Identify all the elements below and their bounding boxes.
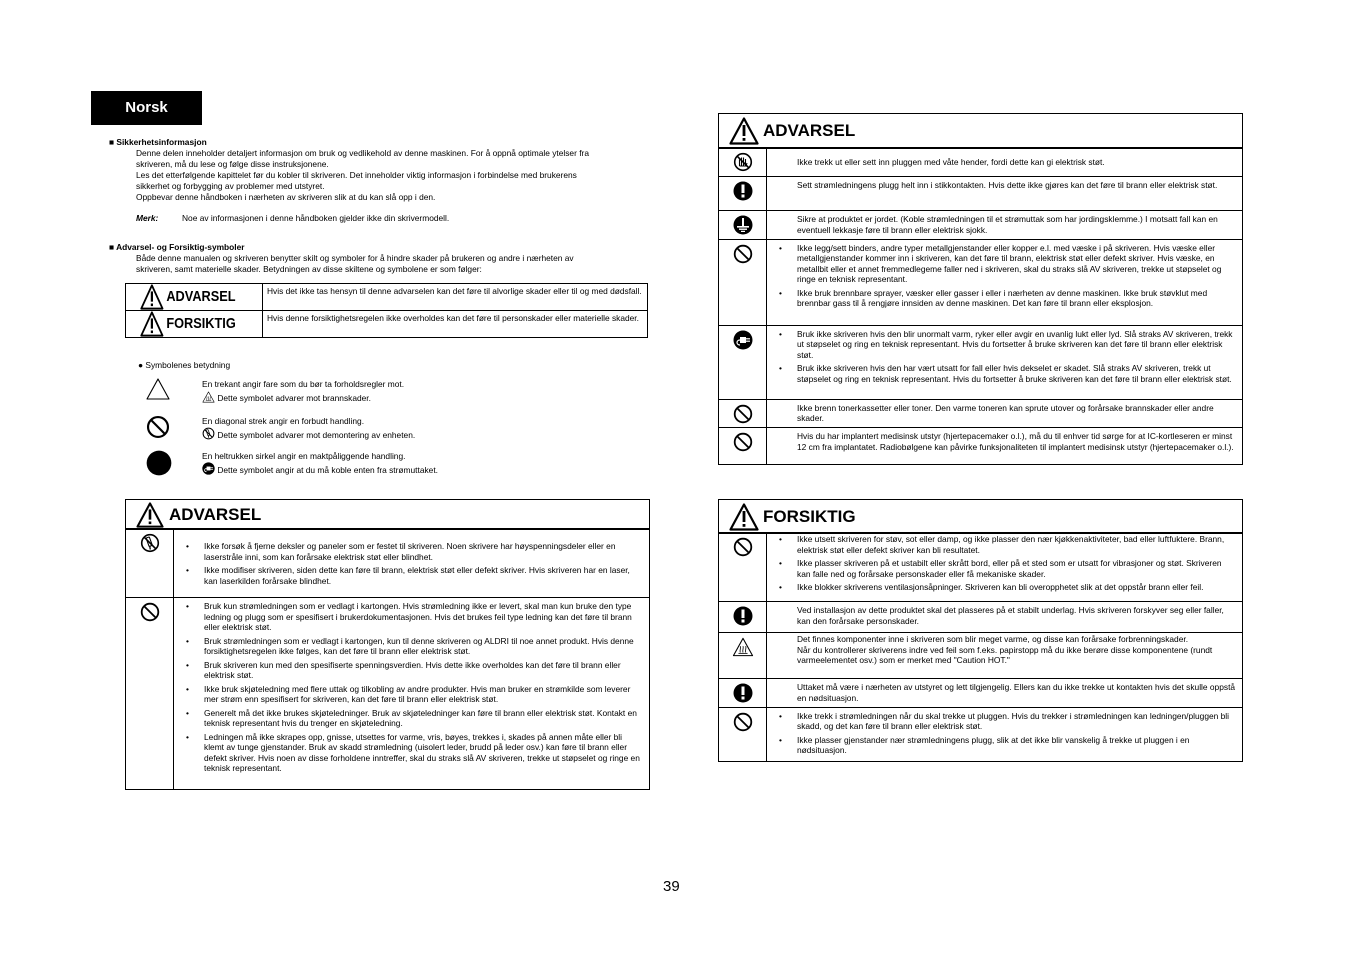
triangle-outline-icon <box>146 378 170 400</box>
list-item: • Ikke bruk skjøteledning med flere uttak og tilkobling av andre produkter. Hvis man bruker en strømkilde som leverer mer strøm enn spesifisert for skriveren, kan det føre til brann eller elektrisk støt. <box>204 684 643 705</box>
list-item: • Ikke modifiser skriveren, siden dette kan føre til brann, elektrisk støt eller defekt skriver. Hvis skriveren har en laser, kan laserkilden forårsake blindhet. <box>204 565 643 586</box>
hot-surface-icon <box>202 391 215 403</box>
row-text: Ved installasjon av dette produktet skal det plasseres på et stabilt underlag. Hvis skriveren forskyver seg eller faller, kan den forårsake personskader. <box>797 605 1224 626</box>
symbol-meaning-title: ● Symbolenes betydning <box>138 360 231 370</box>
left-warning-title: ADVARSEL <box>169 504 262 524</box>
table-row <box>126 598 650 790</box>
unplug-icon <box>202 462 215 475</box>
signal-word-legend <box>125 283 648 338</box>
table-row <box>719 533 1243 602</box>
prohibited-icon <box>146 415 170 439</box>
symbols-intro: Både denne manualen og skriveren benytter skilt og symboler for å hindre skader på brukeren og andre i nærheten av skriveren, samt materielle skader. Betydningen av disse skiltene og symbolene er som følger: <box>136 253 574 274</box>
list-item: • Ikke plasser skriveren på et ustabilt eller skrått bord, eller på et sted som er utsatt for vibrasjoner og støt. Skriveren kan falle ned og forårsake personskader eller få mekaniske skader. <box>797 558 1236 579</box>
row-text: Ikke brenn tonerkassetter eller toner. Den varme toneren kan sprute utover og forårsake brannskader eller andre skader. <box>797 402 1214 423</box>
list-item: • Ledningen må ikke skrapes opp, gnisse, utsettes for varme, vris, bøyes, trekkes i, skades på annen måte eller bli klemt av tunge gjenstander. Bruk av skadd strømledning (uisolert leder, brudd på leder osv.) kan føre til brann eller defekt skriver. Hvis noen av disse forholdene inntreffer, skal du straks slå AV skriveren, trekke ut støpselet og ringe en teknisk representant. <box>204 732 643 774</box>
right-caution-header <box>718 499 1243 534</box>
right-warning-table <box>718 147 1243 465</box>
meaning-text: En diagonal strek angir en forbudt handling. <box>202 416 365 426</box>
ground-icon <box>733 215 753 235</box>
prohibited-icon <box>733 432 753 452</box>
list-item: • Bruk ikke skriveren hvis den har vært utsatt for fall eller hvis dekselet er skadet. Slå straks AV skriveren, trekk ut støpselet og ring en teknisk representant. Hvis du fortsetter å bruke skriveren kan det føre til brann eller elektrisk støt. <box>797 363 1236 384</box>
warning-triangle-icon <box>140 311 164 337</box>
table-row <box>719 679 1243 708</box>
table-row <box>719 707 1243 761</box>
left-warning-table <box>125 528 650 790</box>
meaning-subtext: Dette symbolet advarer mot brannskader. <box>217 393 371 403</box>
list-item: • Ikke forsøk å fjerne deksler og paneler som er festet til skriveren. Noen skrivere har høyspenningsdeler eller en laserstråle inni, som kan forårsake elektrisk støt eller blindhet. <box>204 541 643 562</box>
table-row <box>719 148 1243 177</box>
meaning-subtext: Dette symbolet advarer mot demontering av enheten. <box>217 430 416 440</box>
right-warning-header <box>718 113 1243 149</box>
legend-text-warning: Hvis det ikke tas hensyn til denne advarselen kan det føre til alvorlige skader eller til og med dødsfall. <box>263 284 648 311</box>
legend-label-caution: FORSIKTIG <box>166 314 236 332</box>
row-text: Sikre at produktet er jordet. (Koble strømledningen til et strømuttak som har jordingsklemme.) I motsatt fall kan en eventuell lekkasje føre til brann eller elektrisk sjokk. <box>797 214 1218 235</box>
legend-text-caution: Hvis denne forsiktighetsregelen ikke overholdes kan det føre til personskader eller materielle skader. <box>263 311 648 338</box>
table-row <box>719 325 1243 399</box>
row-text: Hvis du har implantert medisinsk utstyr (hjertepacemaker o.l.), må du til enhver tid sørge for at IC-kortleseren er minst 12 cm fra implantatet. Radiobølgene kan påvirke funksjonaliteten til implantert medisinsk utstyr (hjertepacemaker o.l.). <box>797 431 1234 452</box>
row-text: Når du kontrollerer skriverens indre ved feil som f.eks. papirstopp må du ikke berøre disse komponentene (rundt varmeelementet osv.) som er merket med "Caution HOT." <box>797 644 1213 665</box>
left-warning-header <box>125 499 650 530</box>
warning-triangle-icon <box>729 117 759 145</box>
row-text: Det finnes komponenter inne i skriveren som blir meget varme, og disse kan forårsake forbrenningskader. <box>797 634 1189 644</box>
list-item: • Bruk skriveren kun med den spesifiserte spenningsverdien. Hvis dette ikke overholdes kan det føre til brann eller elektrisk støt. <box>204 660 643 681</box>
warning-triangle-icon <box>135 502 165 528</box>
no-disassembly-icon <box>202 427 215 440</box>
warning-triangle-icon <box>729 503 759 531</box>
prohibited-icon <box>733 712 753 732</box>
prohibited-icon <box>733 537 753 557</box>
legend-row-caution <box>126 311 648 338</box>
table-row <box>719 428 1243 465</box>
safety-intro: Denne delen inneholder detaljert informasjon om bruk og vedlikehold av denne maskinen. For å oppnå optimale ytelser fra skriveren, må du lese og følge disse instruksjonene. Les det etterfølgende kapittelet før du kobler til skriveren. Det inneholder viktig informasjon i forbindelse med brukerens sikkerhet og forbygging av problemer med utstyret. Oppbevar denne håndboken i nærheten av skriveren slik at du kan slå opp i den. <box>136 148 589 202</box>
list-item: • Bruk kun strømledningen som er vedlagt i kartongen. Hvis strømledning ikke er levert, skal man kun bruke den type ledning og plugg som er spesifisert i brukerdokumentasjonen. Hvis det brukes feil type ledning kan det føre til brann eller elektrisk støt. <box>204 601 643 633</box>
list-item: • Ikke blokker skriverens ventilasjonsåpninger. Skriveren kan bli overopphetet slik at det oppstår brann eller feil. <box>797 582 1236 593</box>
table-row <box>719 239 1243 325</box>
note-text: Noe av informasjonen i denne håndboken gjelder ikke din skrivermodell. <box>182 213 450 223</box>
table-row <box>719 399 1243 428</box>
mandatory-action-icon <box>733 181 753 201</box>
mandatory-action-icon <box>733 683 753 703</box>
unplug-icon <box>733 330 753 350</box>
list-item: • Bruk ikke skriveren hvis den blir unormalt varm, ryker eller avgir en uvanlig lukt eller lyd. Slå straks AV skriveren, trekk ut støpselet og ring en teknisk representant. Hvis du fortsetter å bruke skriveren kan det føre til brann eller elektrisk støt. <box>797 329 1236 361</box>
list-item: • Ikke legg/sett binders, andre typer metallgjenstander eller kopper e.l. med væske i på skriveren. Hvis væske eller metallgjenstander kommer inn i skriveren, kan det føre til brann, elektrisk støt eller defekt skriver. Hvis væske, en metallbit eller et annet fremmedlegeme faller ned i skriveren, skal du straks slå AV skriveren, trekke ut støpselet og ringe en teknisk representant. <box>797 243 1236 285</box>
prohibited-icon <box>733 244 753 264</box>
right-caution-table <box>718 532 1243 762</box>
page-number: 39 <box>663 878 680 895</box>
table-row <box>719 633 1243 679</box>
list-item: • Ikke utsett skriveren for støv, sot eller damp, og ikke plasser den nær kjøkkenaktiviteter, bad eller luftfuktere. Brann, elektrisk støt eller defekt skriver kan bli resultatet. <box>797 534 1236 555</box>
mandatory-action-icon <box>733 606 753 626</box>
meaning-text: En trekant angir fare som du bør ta forholdsregler mot. <box>202 379 405 389</box>
table-row <box>719 177 1243 211</box>
no-disassembly-icon <box>140 533 160 553</box>
no-wet-hands-icon <box>733 152 753 172</box>
filled-circle-icon <box>146 450 172 476</box>
list-item: • Ikke trekk i strømledningen når du skal trekke ut pluggen. Hvis du trekker i strømledningen kan ledningen/pluggen bli skadd, og det kan føre til brann eller elektrisk støt. <box>797 711 1236 732</box>
prohibited-icon <box>733 404 753 424</box>
right-warning-title: ADVARSEL <box>763 121 856 140</box>
table-row <box>719 602 1243 633</box>
warning-triangle-icon <box>140 284 164 310</box>
legend-label-warning: ADVARSEL <box>166 287 236 305</box>
right-caution-title: FORSIKTIG <box>763 506 856 526</box>
row-text: Uttaket må være i nærheten av utstyret og lett tilgjengelig. Ellers kan du ikke trekke ut kontakten hvis det skulle oppstå en nødsituasjon. <box>797 682 1236 703</box>
table-row <box>719 211 1243 240</box>
meaning-text: En heltrukken sirkel angir en maktpåliggende handling. <box>202 451 406 461</box>
table-row <box>126 529 650 598</box>
meaning-subtext: Dette symbolet angir at du må koble enten fra strømuttaket. <box>217 465 438 475</box>
prohibited-icon <box>140 602 160 622</box>
list-item: • Ikke bruk brennbare sprayer, væsker eller gasser i eller i nærheten av denne maskinen. Ikke bruk støvklut med brennbar gass til å rengjøre innsiden av denne maskinen. Det kan føre til brann eller eksplosjon. <box>797 288 1236 309</box>
legend-row-warning <box>126 284 648 311</box>
list-item: • Bruk strømledningen som er vedlagt i kartongen, kun til denne skriveren og ALDRI til noe annet produkt. Hvis denne forsiktighetsregelen ikke følges, kan det føre til brann eller elektrisk støt. <box>204 636 643 657</box>
row-text: Sett strømledningens plugg helt inn i stikkontakten. Hvis dette ikke gjøres kan det føre til brann eller elektrisk støt. <box>797 180 1218 190</box>
hot-surface-icon <box>732 637 754 657</box>
note-label: Merk: <box>136 213 159 223</box>
safety-section-title: ■ Sikkerhetsinformasjon <box>109 137 207 147</box>
language-tab: Norsk <box>91 91 202 125</box>
list-item: • Generelt må det ikke brukes skjøteledninger. Bruk av skjøteledninger kan føre til brann eller elektrisk støt. Kontakt en teknisk representant hvis du trenger en skjøteledning. <box>204 708 643 729</box>
row-text: Ikke trekk ut eller sett inn pluggen med våte hender, fordi dette kan gi elektrisk støt. <box>797 157 1105 167</box>
list-item: • Ikke plasser gjenstander nær strømledningens plugg, slik at det ikke blir vanskelig å trekke ut pluggen i en nødsituasjon. <box>797 735 1236 756</box>
symbols-section-title: ■ Advarsel- og Forsiktig-symboler <box>109 242 245 252</box>
